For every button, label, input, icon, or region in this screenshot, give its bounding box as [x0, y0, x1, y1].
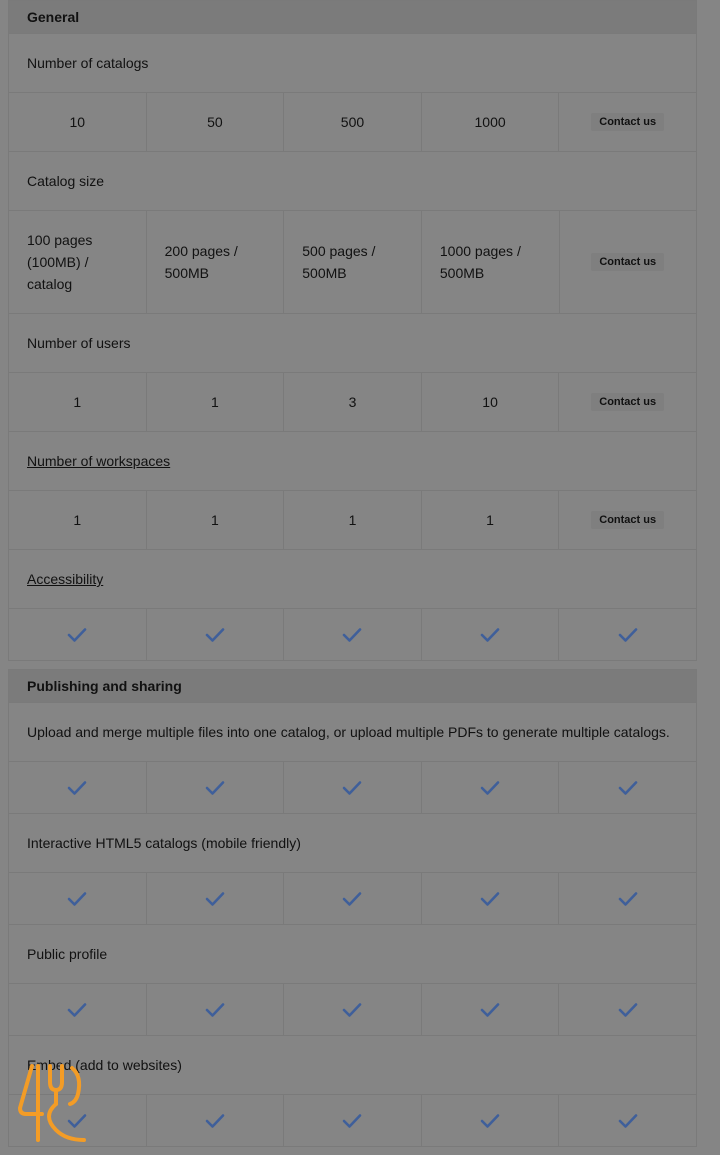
brand-logo-icon[interactable] — [16, 1060, 90, 1144]
check-icon — [480, 780, 500, 796]
row-label-catalogs — [8, 34, 697, 93]
row-label-catalog-size — [8, 152, 697, 211]
plan-1-check-cell — [9, 984, 147, 1035]
plan-1-check-cell — [9, 873, 147, 924]
contact-us-button[interactable]: Contact us — [591, 511, 664, 529]
check-icon — [618, 1002, 638, 1018]
catalogs-plan-4: 1000 — [422, 93, 560, 151]
check-icon — [205, 1113, 225, 1129]
check-icon — [205, 891, 225, 907]
plan-4-check-cell — [422, 609, 560, 660]
row-label-upload — [8, 703, 697, 762]
row-values-accessibility — [8, 609, 697, 661]
embed-label: Embed (add to websites) — [27, 1057, 182, 1073]
plan-4-check-cell — [422, 762, 560, 813]
check-icon — [205, 780, 225, 796]
check-icon — [480, 891, 500, 907]
users-plan-5 — [559, 373, 696, 431]
users-plan-2: 1 — [147, 373, 285, 431]
plan-3-check-cell — [284, 1095, 422, 1146]
check-icon — [480, 1113, 500, 1129]
check-icon — [342, 627, 362, 643]
check-icon — [67, 891, 87, 907]
catalogs-plan-3: 500 — [284, 93, 422, 151]
check-icon — [342, 780, 362, 796]
users-plan-3: 3 — [284, 373, 422, 431]
accessibility-link[interactable]: Accessibility — [27, 571, 104, 587]
html5-label: Interactive HTML5 catalogs (mobile friendly) — [27, 835, 301, 851]
section-general-title: General — [8, 0, 697, 34]
row-values-workspaces — [8, 491, 697, 550]
comparison-table — [8, 0, 697, 1147]
catalogs-plan-1: 10 — [9, 93, 147, 151]
plan-4-check-cell — [422, 984, 560, 1035]
plan-3-check-cell — [284, 873, 422, 924]
plan-5-check-cell — [559, 1095, 696, 1146]
contact-us-button[interactable]: Contact us — [591, 253, 664, 271]
users-label: Number of users — [27, 335, 131, 351]
check-icon — [205, 1002, 225, 1018]
check-icon — [67, 1002, 87, 1018]
check-icon — [342, 891, 362, 907]
check-icon — [618, 1113, 638, 1129]
plan-5-check-cell — [559, 609, 696, 660]
row-values-html5 — [8, 873, 697, 925]
row-values-public-profile — [8, 984, 697, 1036]
row-values-catalogs — [8, 93, 697, 152]
workspaces-plan-2: 1 — [147, 491, 285, 549]
catalogs-label: Number of catalogs — [27, 55, 149, 71]
workspaces-plan-3: 1 — [284, 491, 422, 549]
check-icon — [205, 627, 225, 643]
plan-2-check-cell — [147, 984, 285, 1035]
row-values-catalog-size — [8, 211, 697, 314]
public-profile-label: Public profile — [27, 946, 108, 962]
check-icon — [342, 1113, 362, 1129]
plan-3-check-cell — [284, 609, 422, 660]
users-plan-1: 1 — [9, 373, 147, 431]
check-icon — [67, 627, 87, 643]
check-icon — [480, 627, 500, 643]
row-label-html5 — [8, 814, 697, 873]
row-label-public-profile — [8, 925, 697, 984]
upload-label: Upload and merge multiple files into one catalog, or upload multiple PDFs to generate multiple catalogs. — [27, 724, 670, 740]
plan-2-check-cell — [147, 1095, 285, 1146]
catalog-size-plan-4: 1000 pages / 500MB — [422, 211, 560, 313]
workspaces-link[interactable]: Number of workspaces — [27, 453, 171, 469]
check-icon — [618, 627, 638, 643]
workspaces-plan-1: 1 — [9, 491, 147, 549]
catalog-size-plan-3: 500 pages / 500MB — [284, 211, 422, 313]
catalog-size-plan-5 — [560, 211, 697, 313]
plan-4-check-cell — [422, 873, 560, 924]
plan-1-check-cell — [9, 762, 147, 813]
check-icon — [342, 1002, 362, 1018]
check-icon — [618, 891, 638, 907]
plan-3-check-cell — [284, 762, 422, 813]
row-label-users — [8, 314, 697, 373]
catalog-size-plan-2: 200 pages / 500MB — [147, 211, 285, 313]
plan-5-check-cell — [559, 762, 696, 813]
plan-5-check-cell — [559, 873, 696, 924]
contact-us-button[interactable]: Contact us — [591, 113, 664, 131]
row-label-embed — [8, 1036, 697, 1095]
check-icon — [618, 780, 638, 796]
plan-3-check-cell — [284, 984, 422, 1035]
plan-4-check-cell — [422, 1095, 560, 1146]
workspaces-plan-5 — [559, 491, 696, 549]
catalogs-plan-5 — [559, 93, 696, 151]
users-plan-4: 10 — [422, 373, 560, 431]
plan-5-check-cell — [559, 984, 696, 1035]
row-values-upload — [8, 762, 697, 814]
row-values-embed — [8, 1095, 697, 1147]
contact-us-button[interactable]: Contact us — [591, 393, 664, 411]
row-label-workspaces — [8, 432, 697, 491]
plan-1-check-cell — [9, 609, 147, 660]
section-publishing-title: Publishing and sharing — [8, 669, 697, 703]
row-label-accessibility — [8, 550, 697, 609]
check-icon — [480, 1002, 500, 1018]
catalogs-plan-2: 50 — [147, 93, 285, 151]
workspaces-plan-4: 1 — [422, 491, 560, 549]
row-values-users — [8, 373, 697, 432]
plan-2-check-cell — [147, 873, 285, 924]
catalog-size-label: Catalog size — [27, 173, 105, 189]
plan-2-check-cell — [147, 762, 285, 813]
catalog-size-plan-1: 100 pages (100MB) / catalog — [9, 211, 147, 313]
plan-2-check-cell — [147, 609, 285, 660]
check-icon — [67, 780, 87, 796]
